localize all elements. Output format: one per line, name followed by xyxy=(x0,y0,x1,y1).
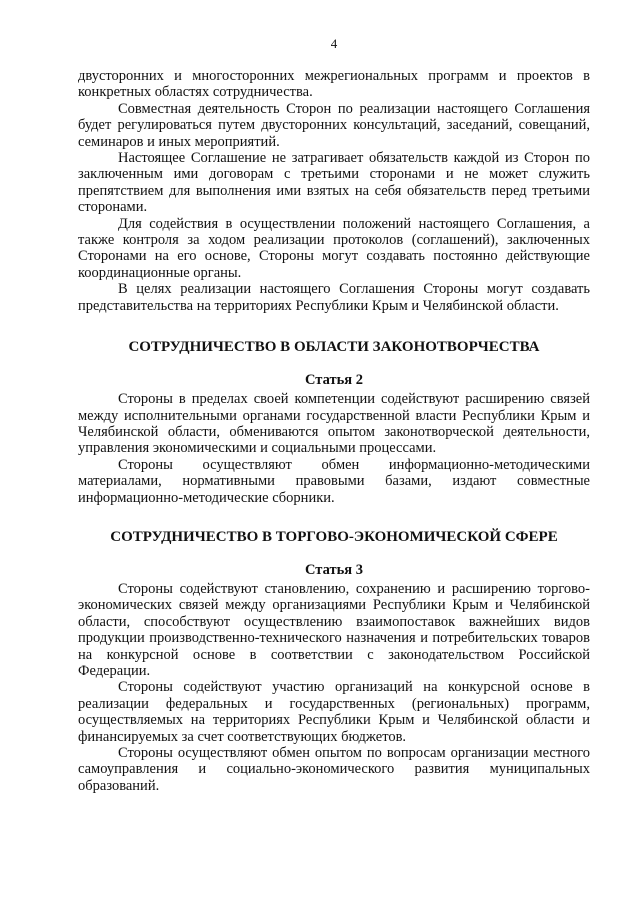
article-3-paragraph: Стороны осуществляют обмен опытом по вопросам организации местного самоуправления и социально-экономического развития муниципальных образований. xyxy=(78,745,590,794)
section-heading-trade: СОТРУДНИЧЕСТВО В ТОРГОВО-ЭКОНОМИЧЕСКОЙ СФЕРЕ xyxy=(110,528,558,545)
page-number: 4 xyxy=(330,36,338,51)
article-3-title: Статья 3 xyxy=(305,561,363,578)
article-3-paragraph: Стороны содействуют становлению, сохранению и расширению торгово-экономических связей между организациями Республики Крым и Челябинской области, способствуют осуществлению взаимопоставок важнейших видов продукции производственно-технического назначения и потребительских товаров на конкурсной основе в соответствии с законодательством Российской Федерации. xyxy=(78,580,590,679)
section-heading-lawmaking: СОТРУДНИЧЕСТВО В ОБЛАСТИ ЗАКОНОТВОРЧЕСТВА xyxy=(128,339,540,356)
article-2-paragraph: Стороны осуществляют обмен информационно-методическими материалами, нормативными правовыми базами, издают совместные информационно-методические сборники. xyxy=(78,456,590,506)
document-page xyxy=(78,36,590,794)
intro-paragraph-continuation: двусторонних и многосторонних межрегиональных программ и проектов в конкретных областях сотрудничества. xyxy=(78,68,590,101)
intro-paragraph: Совместная деятельность Сторон по реализации настоящего Соглашения будет регулироваться путем двусторонних консультаций, заседаний, совещаний, семинаров и иных мероприятий. xyxy=(78,100,590,150)
article-2-title: Статья 2 xyxy=(305,372,363,389)
article-2-paragraph: Стороны в пределах своей компетенции содействуют расширению связей между исполнительными органами государственной власти Республики Крым и Челябинской области, обмениваются опытом законотворческой деятельности, управления экономическими и социальными процессами. xyxy=(78,391,590,457)
intro-paragraph: В целях реализации настоящего Соглашения Стороны могут создавать представительства на территориях Республики Крым и Челябинской области. xyxy=(78,281,590,314)
article-3-paragraph: Стороны содействуют участию организаций на конкурсной основе в реализации федеральных и государственных (региональных) программ, осуществляемых на территориях Республики Крым и Челябинской области и финансируемых за счет соответствующих бюджетов. xyxy=(78,679,590,745)
intro-paragraph: Настоящее Соглашение не затрагивает обязательств каждой из Сторон по заключенным ими договорам с третьими сторонами и не может служить препятствием для выполнения ими взятых на себя обязательств перед третьими сторонами. xyxy=(78,150,590,216)
intro-paragraph: Для содействия в осуществлении положений настоящего Соглашения, а также контроля за ходом реализации протоколов (соглашений), заключенных Сторонами на его основе, Стороны могут создавать постоянно действующие координационные органы. xyxy=(78,215,590,281)
